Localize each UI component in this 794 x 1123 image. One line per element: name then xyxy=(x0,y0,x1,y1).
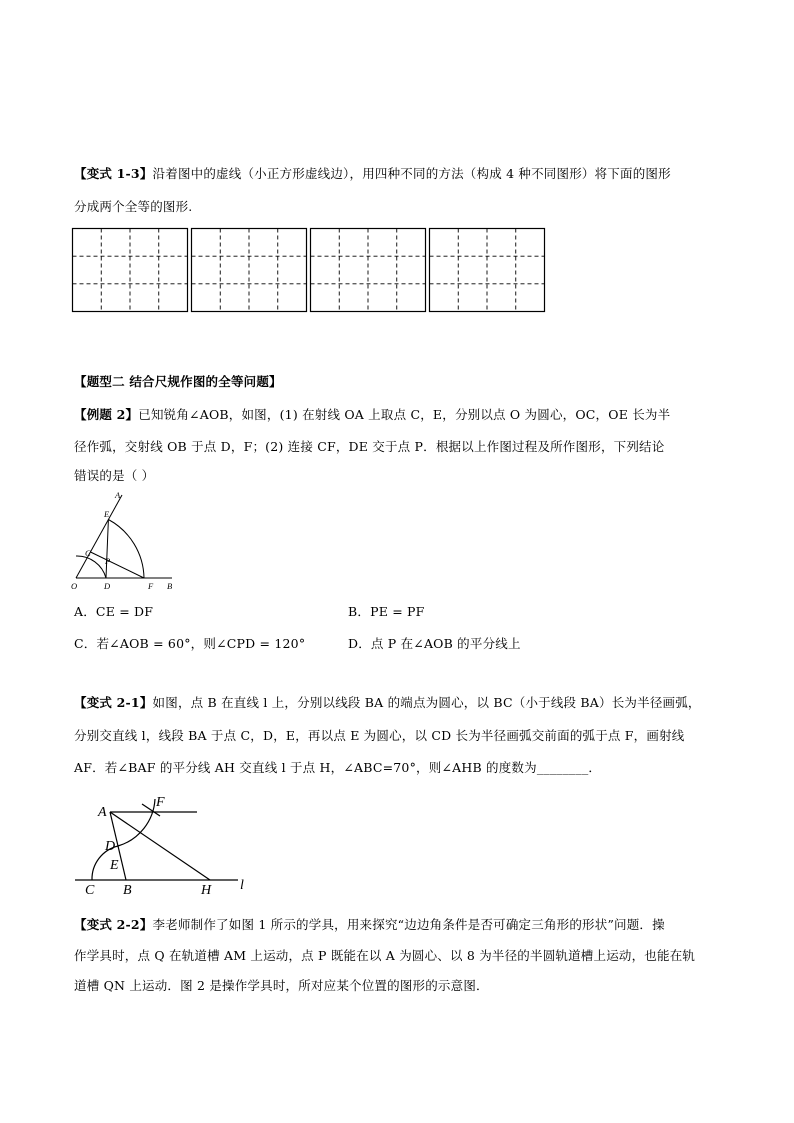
arc-cd xyxy=(76,556,106,578)
ex2-label-p: P xyxy=(105,556,111,566)
ex2-label-b: B xyxy=(167,581,173,591)
ex2-option-b: B．PE = PF xyxy=(348,604,425,619)
ex2-option-c: C．若∠AOB = 60°，则∠CPD = 120° xyxy=(74,636,306,651)
ex2-label-f: F xyxy=(148,581,154,591)
grid-box-1 xyxy=(73,229,188,312)
v21-label-d: D xyxy=(105,839,116,854)
ex2-label-d: D xyxy=(104,581,111,591)
v21-label-f: F xyxy=(156,795,165,810)
grid-box-4 xyxy=(430,229,545,312)
v22-text-2: 作学具时，点 Q 在轨道槽 AM 上运动，点 P 既能在以 A 为圆心、以 8 为半径的半圆轨道槽上运动，也能在轨 xyxy=(74,948,696,963)
ex2-text-1: 已知锐角∠AOB，如图，(1) 在射线 OA 上取点 C，E，分别以点 O 为圆心，OC，OE 长为半 xyxy=(138,407,671,422)
v21-paragraph-line1 xyxy=(74,693,701,711)
type2-title: 【题型二 结合尺规作图的全等问题】 xyxy=(74,374,282,389)
v21-label-b: B xyxy=(123,883,132,898)
grid-figure xyxy=(70,226,550,316)
v13-text-1: 沿着图中的虚线（小正方形虚线边），用四种不同的方法（构成 4 种不同图形）将下面的图形 xyxy=(152,166,671,181)
v21-text-1: 如图，点 B 在直线 l 上，分别以线段 BA 的端点为圆心，以 BC（小于线段 BA）长为半径画弧， xyxy=(152,695,701,710)
v22-text-3: 道槽 QN 上运动．图 2 是操作学具时，所对应某个位置的图形的示意图． xyxy=(74,978,489,993)
v13-text-2: 分成两个全等的图形. xyxy=(74,199,193,214)
ex2-label-c: C xyxy=(85,548,91,558)
v21-label-h: H xyxy=(201,883,212,898)
v21-label-c: C xyxy=(85,883,95,898)
v13-label: 【变式 1-3】 xyxy=(74,166,153,181)
ex2-label-e: E xyxy=(104,509,110,519)
ex2-figure xyxy=(68,490,188,594)
segment-de xyxy=(105,520,111,579)
v21-label-a: A xyxy=(98,805,107,820)
ex2-label: 【例题 2】 xyxy=(74,407,139,422)
ex2-label-a: A xyxy=(115,490,121,500)
ex2-text-2: 径作弧，交射线 OB 于点 D，F；(2) 连接 CF，DE 交于点 P．根据以上作图过程及所作图形，下列结论 xyxy=(74,439,665,454)
ex2-label-o: O xyxy=(71,581,78,591)
v21-label-e: E xyxy=(110,858,119,873)
ex2-paragraph-line1 xyxy=(74,405,670,423)
v22-text-1: 李老师制作了如图 1 所示的学具，用来探究“边边角条件是否可确定三角形的形状”问题．操 xyxy=(152,917,665,932)
v21-text-2: 分别交直线 l，线段 BA 于点 C，D，E，再以点 E 为圆心，以 CD 长为半径画弧交前面的弧于点 F，画射线 xyxy=(74,728,685,743)
grid-box-2 xyxy=(192,229,307,312)
ex2-option-d: D．点 P 在∠AOB 的平分线上 xyxy=(348,636,521,651)
v21-text-3: AF．若∠BAF 的平分线 AH 交直线 l 于点 H，∠ABC=70°，则∠AHB 的度数为 xyxy=(74,760,537,775)
v22-label: 【变式 2-2】 xyxy=(74,917,153,932)
v21-label-l: l xyxy=(240,878,244,893)
v22-paragraph-line1 xyxy=(74,915,665,933)
v21-label: 【变式 2-1】 xyxy=(74,695,153,710)
answer-blank: ________． xyxy=(536,760,602,775)
ex2-option-a: A．CE = DF xyxy=(74,604,154,619)
v21-paragraph-line3 xyxy=(74,758,601,776)
grid-box-3 xyxy=(311,229,426,312)
v21-figure xyxy=(70,786,260,898)
segment-ah xyxy=(110,812,210,880)
ex2-text-3: 错误的是（ ） xyxy=(74,468,155,483)
v13-paragraph-line1 xyxy=(74,164,671,182)
